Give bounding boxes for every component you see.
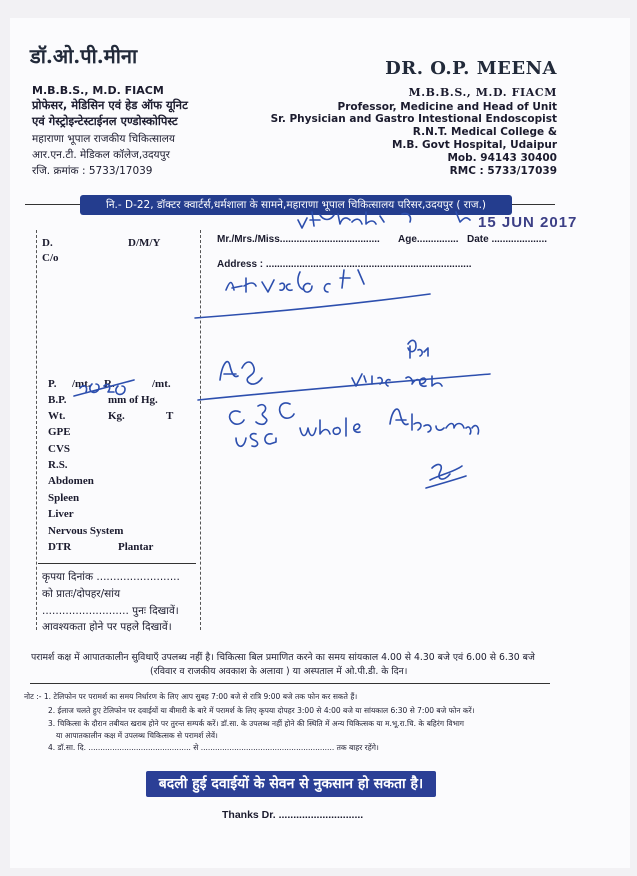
right-line-3: R.N.T. Medical College & bbox=[412, 126, 557, 138]
exam-nervous-system: Nervous System bbox=[48, 525, 124, 537]
handwriting-s4v bbox=[220, 362, 262, 384]
right-line-2: Sr. Physician and Gastro Intestional Endoscopist bbox=[270, 113, 557, 125]
handwriting-bp-value bbox=[74, 380, 134, 396]
warning-banner: बदली हुई दवाईयों के सेवन से नुकसान हो सकता है। bbox=[146, 771, 436, 797]
thanks-line: Thanks Dr. ............................. bbox=[222, 809, 364, 821]
followup-line-3: .......................... पुनः दिखावें। bbox=[42, 605, 179, 617]
right-line-6: RMC : 5733/17039 bbox=[449, 165, 557, 177]
plantar-label: Plantar bbox=[118, 541, 154, 553]
handwriting-name bbox=[298, 212, 470, 228]
exam-abdomen: Abdomen bbox=[48, 475, 94, 487]
handwriting-cbc bbox=[230, 403, 294, 424]
note-3b: या आपातकालीन कक्ष में उपलब्ध चिकित्सक से परामर्श लेवें। bbox=[56, 731, 218, 740]
address-bar: नि.- D-22, डॉक्टर क्वार्टर्स,धर्मशाला के सामने,महाराणा भूपाल चिकित्सालय परिसर,उदयपुर ( राज.) bbox=[80, 195, 512, 215]
left-line-4: आर.एन.टी. मेडिकल कॉलेज,उदयपुर bbox=[32, 149, 170, 161]
right-line-1: Professor, Medicine and Head of Unit bbox=[337, 101, 557, 113]
exam-liver: Liver bbox=[48, 508, 74, 520]
patient-name-field: Mr./Mrs./Miss.................................... bbox=[217, 234, 380, 245]
exam-gpe: GPE bbox=[48, 426, 71, 438]
followup-line-2: को प्रातः/दोपहर/सांय bbox=[42, 588, 121, 600]
handwriting-whole-abdomen bbox=[300, 409, 479, 436]
resp-label: R. bbox=[104, 378, 115, 390]
temp-label: T bbox=[166, 410, 174, 422]
doctor-name-hindi: डॉ.ओ.पी.मीना bbox=[30, 44, 138, 68]
degrees-left: M.B.B.S., M.D. FIACM bbox=[32, 84, 164, 97]
notice-line-1: परामर्श कक्ष में आपातकालीन सुविधाएँ उपलब्ध नहीं है। चिकित्सा बिल प्रमाणित करने का समय सांयकाल 4.00 से 4.30 बजे एवं 6.00 से 6.30 बजे bbox=[31, 652, 535, 663]
notice-line-2: (रविवार व राजकीय अवकाश के अलावा ) या अस्पताल में ओ.पी.डी. के दिन। bbox=[150, 666, 408, 677]
left-line-1: प्रोफेसर, मेडिसिन एवं हेड ऑफ यूनिट bbox=[32, 98, 188, 112]
age-field: Age............... bbox=[398, 234, 459, 245]
pulse-unit: /mt. bbox=[72, 378, 91, 390]
date-stamp: 15 JUN 2017 bbox=[478, 214, 578, 231]
doctor-name-english: DR. O.P. MEENA bbox=[385, 58, 557, 79]
handwriting-underline bbox=[195, 294, 430, 318]
kg-label: Kg. bbox=[108, 410, 125, 422]
bp-label: B.P. bbox=[48, 394, 67, 406]
pulse-label: P. bbox=[48, 378, 57, 390]
followup-line-4: आवश्यकता होने पर पहले दिखावें। bbox=[42, 621, 172, 633]
resp-unit: /mt. bbox=[152, 378, 171, 390]
note-3: 3. चिकित्सा के दौरान तबीयत खराब होने पर तुरन्त सम्पर्क करें। डॉ.सा. के उपलब्ध नहीं होने की स्थिति में अन्य चिकित्सक या म.भू.रा.चि. के बहिरंग विभाग bbox=[48, 719, 465, 728]
note-4: 4. डॉ.सा. दि. ........................................... से ........................................................ तक बाहर रहेंगे। bbox=[48, 743, 379, 752]
followup-line-1: कृपया दिनांक ......................... bbox=[42, 571, 180, 583]
left-line-5: रजि. क्रमांक : 5733/17039 bbox=[32, 165, 153, 177]
left-line-2: एवं गेस्ट्रोइन्टेस्टाईनल एण्डोस्कोपिस्ट bbox=[32, 114, 178, 128]
left-line-3: महाराणा भूपाल राजकीय चिकित्सालय bbox=[32, 133, 175, 145]
handwriting-signature bbox=[426, 465, 466, 488]
handwriting-underline-2 bbox=[198, 374, 490, 400]
co-label: C/o bbox=[42, 252, 59, 264]
right-line-4: M.B. Govt Hospital, Udaipur bbox=[391, 139, 557, 151]
right-line-5: Mob. 94143 30400 bbox=[447, 152, 557, 164]
handwriting-usg bbox=[236, 434, 276, 447]
address-field: Address : .......................................................................... bbox=[217, 259, 472, 270]
note-1: नोट :- 1. टेलिफोन पर परामर्श का समय निर्धारण के लिए आप सुबह 7:00 बजे से रात्रि 9:00 बजे तक फोन कर सकते हैं। bbox=[24, 692, 358, 701]
exam-spleen: Spleen bbox=[48, 492, 80, 504]
handwriting-line-1 bbox=[226, 270, 364, 292]
note-2: 2. ईलाज चलते हुए टेलिफोन पर दवाईयों या बीमारी के बारे में परामर्श के लिए कृपया दोपहर 3:00 से 4:00 बजे या सांयकाल 6:30 से 7:00 बजे फोन करें। bbox=[48, 706, 475, 715]
bp-unit: mm of Hg. bbox=[108, 394, 158, 406]
exam-cvs: CVS bbox=[48, 443, 71, 455]
weight-label: Wt. bbox=[48, 410, 66, 422]
exam-rs: R.S. bbox=[48, 459, 68, 471]
dmy-label: D/M/Y bbox=[128, 237, 161, 249]
degrees-right: M.B.B.S., M.D. FIACM bbox=[408, 86, 557, 99]
d-label: D. bbox=[42, 237, 53, 249]
date-field: Date .................... bbox=[467, 234, 548, 245]
dtr-label: DTR bbox=[48, 541, 72, 553]
